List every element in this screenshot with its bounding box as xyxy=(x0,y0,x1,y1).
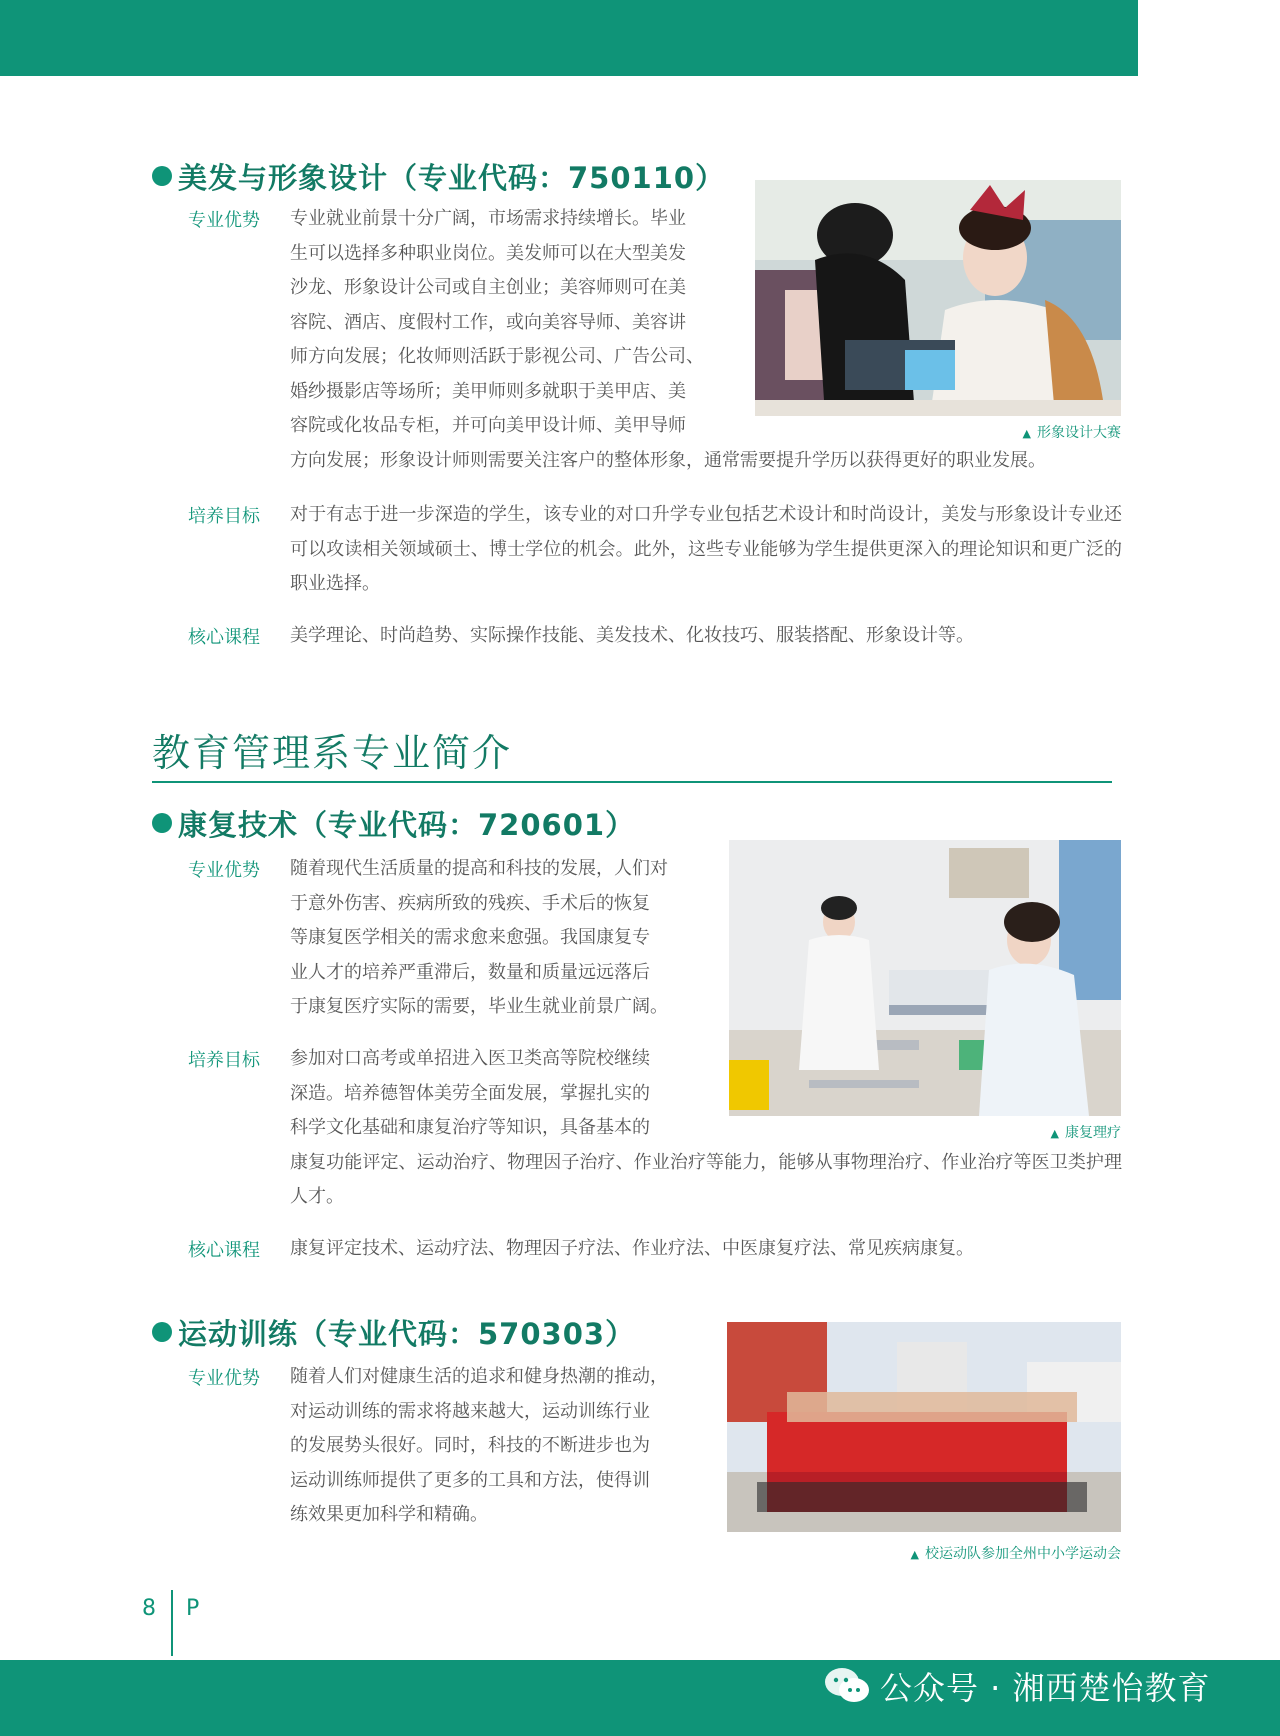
wechat-icon xyxy=(824,1666,870,1706)
photo-caption: ▲ 康复理疗 xyxy=(1050,1125,1121,1141)
bullet-dot-icon xyxy=(152,813,172,833)
photo-sports-team xyxy=(727,1322,1121,1532)
courses-text-rehabilitation: 康复评定技术、运动疗法、物理因子疗法、作业疗法、中医康复疗法、常见疾病康复。 xyxy=(290,1238,974,1259)
label-advantage: 专业优势 xyxy=(188,1368,260,1389)
triangle-marker-icon: ▲ xyxy=(910,1548,919,1561)
page-number: 8 xyxy=(142,1596,156,1621)
major-heading-hairdressing: 美发与形象设计（专业代码：750110） xyxy=(152,156,725,197)
label-goal: 培养目标 xyxy=(188,506,260,527)
text-line: 容院、酒店、度假村工作，或向美容导师、美容讲 xyxy=(290,311,686,333)
top-color-band xyxy=(0,0,1138,76)
photo-caption: ▲ 校运动队参加全州中小学运动会 xyxy=(910,1546,1121,1562)
text-line: 深造。培养德智体美劳全面发展，掌握扎实的 xyxy=(290,1082,650,1104)
text-line: 沙龙、形象设计公司或自主创业；美容师则可在美 xyxy=(290,277,686,298)
sports-team-illustration xyxy=(727,1322,1121,1532)
text-line: 康复功能评定、运动治疗、物理因子治疗、作业治疗等能力，能够从事物理治疗、作业治疗等医卫类护理人才。 xyxy=(290,1151,1122,1207)
text-line: 方向发展；形象设计师则需要关注客户的整体形象，通常需要提升学历以获得更好的职业发展。 xyxy=(290,449,1046,471)
triangle-marker-icon: ▲ xyxy=(1022,427,1031,440)
page-number-divider xyxy=(171,1590,173,1656)
text-line: 随着现代生活质量的提高和科技的发展，人们对 xyxy=(290,858,668,879)
text-line: 运动训练师提供了更多的工具和方法，使得训 xyxy=(290,1469,650,1491)
text-line: 专业就业前景十分广阔，市场需求持续增长。毕业 xyxy=(290,208,686,229)
text-line: 的发展势头很好。同时，科技的不断进步也为 xyxy=(290,1435,650,1456)
section-divider xyxy=(152,781,1112,783)
text-line: 对运动训练的需求将越来越大，运动训练行业 xyxy=(290,1400,650,1422)
courses-text-hairdressing: 美学理论、时尚趋势、实际操作技能、美发技术、化妆技巧、服装搭配、形象设计等。 xyxy=(290,625,974,646)
text-line: 师方向发展；化妆师则活跃于影视公司、广告公司、 xyxy=(290,346,704,367)
text-line: 随着人们对健康生活的追求和健身热潮的推动， xyxy=(290,1366,668,1387)
wechat-watermark xyxy=(824,1664,1211,1708)
text-line: 婚纱摄影店等场所；美甲师则多就职于美甲店、美 xyxy=(290,380,686,402)
photo-image-design-contest xyxy=(755,180,1121,416)
label-goal: 培养目标 xyxy=(188,1050,260,1071)
text-line: 练效果更加科学和精确。 xyxy=(290,1504,488,1525)
text-line: 生可以选择多种职业岗位。美发师可以在大型美发 xyxy=(290,242,686,264)
label-advantage: 专业优势 xyxy=(188,210,260,231)
department-title: 教育管理系专业简介 xyxy=(152,731,513,775)
makeup-scene-illustration xyxy=(755,180,1121,416)
label-courses: 核心课程 xyxy=(188,1240,260,1261)
text-line: 容院或化妆品专柜，并可向美甲设计师、美甲导师 xyxy=(290,415,686,436)
rehab-room-illustration xyxy=(729,840,1121,1116)
bullet-dot-icon xyxy=(152,1322,172,1342)
text-line: 科学文化基础和康复治疗等知识，具备基本的 xyxy=(290,1117,650,1138)
triangle-marker-icon: ▲ xyxy=(1050,1127,1059,1140)
wechat-account-name: 公众号 · 湘西楚怡教育 xyxy=(880,1669,1211,1707)
photo-rehab-therapy xyxy=(729,840,1121,1116)
text-line: 业人才的培养严重滞后，数量和质量远远落后 xyxy=(290,961,650,983)
major-heading-rehabilitation: 康复技术（专业代码：720601） xyxy=(152,803,635,844)
photo-caption: ▲ 形象设计大赛 xyxy=(1022,425,1121,441)
goal-text-hairdressing: 对于有志于进一步深造的学生，该专业的对口升学专业包括艺术设计和时尚设计，美发与形象设计专业还可以攻读相关领域硕士、博士学位的机会。此外，这些专业能够为学生提供更深入的理论知识和更广泛的职业选择。 xyxy=(290,504,1122,594)
text-line: 于康复医疗实际的需要，毕业生就业前景广阔。 xyxy=(290,996,668,1017)
bullet-dot-icon xyxy=(152,166,172,186)
text-line: 等康复医学相关的需求愈来愈强。我国康复专 xyxy=(290,927,650,948)
text-line: 参加对口高考或单招进入医卫类高等院校继续 xyxy=(290,1048,650,1069)
page-letter: P xyxy=(186,1596,200,1621)
major-heading-sports-training: 运动训练（专业代码：570303） xyxy=(152,1312,635,1353)
text-line: 于意外伤害、疾病所致的残疾、手术后的恢复 xyxy=(290,892,650,914)
label-courses: 核心课程 xyxy=(188,627,260,648)
label-advantage: 专业优势 xyxy=(188,860,260,881)
